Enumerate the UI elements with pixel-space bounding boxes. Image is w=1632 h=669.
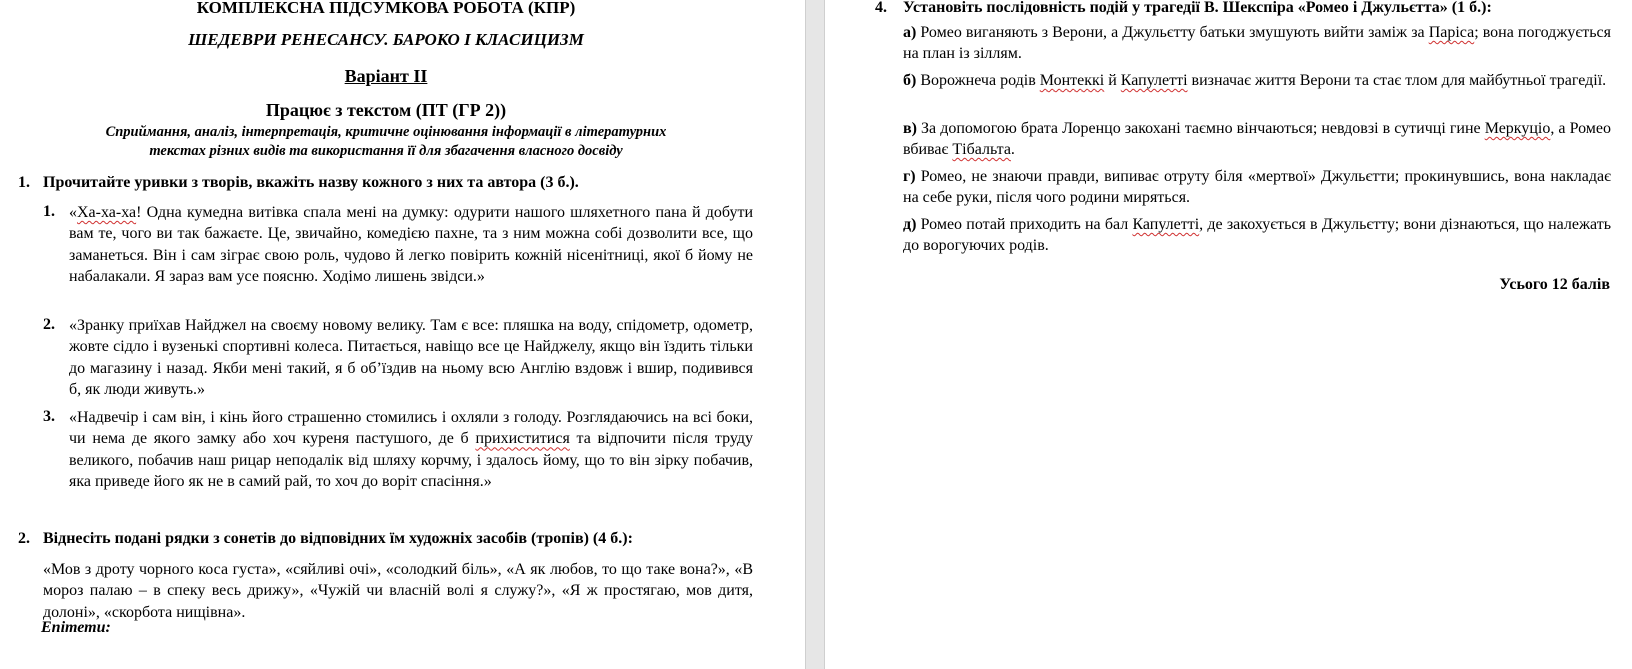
- q1-text: Прочитайте уривки з творів, вкажіть назву кожного з них та автора (3 б.).: [43, 174, 579, 191]
- page-gap: [805, 0, 825, 669]
- q4-option-v-mid: , а Ромео вбиває: [903, 120, 1611, 158]
- q1-item2-number: 2.: [43, 316, 55, 333]
- q4-option-a-flagged-word: Паріса: [1428, 24, 1475, 41]
- q4-option-a-before: Ромео виганяють з Верони, а Джульєтту батьки змушують вийти заміж за: [916, 24, 1429, 41]
- q4-option-b-before: Ворожнеча родів: [916, 72, 1040, 89]
- q4-option-a-letter: а): [903, 24, 917, 41]
- q1-item2-text: «Зранку приїхав Найджел на своєму новому велику. Там є все: пляшка на воду, спідометр, одометр, жовте сідло і вузенькі спортивні колеса. Питається, навіщо все це Найджелу, якщо він їздить тільки до магазину і назад. Якби мені такий, я б об’їздив на ньому всю Англію вздовж і вшир, подивився б, як люди живуть.»: [69, 317, 753, 399]
- q2-text: Віднесіть подані рядки з сонетів до відповідних їм художніх засобів (тропів) (4 б.):: [43, 530, 633, 547]
- q4-option-g-text: Ромео, не знаючи правди, випиває отруту біля «мертвої» Джульєтти; прокинувшись, вона накладає на себе руки, після чого родини миряться.: [903, 168, 1611, 206]
- description-line-1: Сприймання, аналіз, інтерпретація, критичне оцінювання інформації в літературних: [105, 124, 667, 140]
- description-line-2: текстах різних видів та використання її для збагачення власного досвіду: [149, 143, 623, 159]
- q1-item3-text: [69, 407, 753, 493]
- q4-option-a-after: ; вона погоджується на план із зіллям.: [903, 24, 1611, 62]
- q4-option-d-flagged-word: Капулетті: [1132, 216, 1200, 233]
- q4-option-v-before: За допомогою брата Лоренцо закохані таємно вінчаються; невдовзі в сутичці гине: [916, 120, 1485, 137]
- q4-option-b-letter: б): [903, 72, 917, 89]
- q4-option-v-flagged-word-1: Меркуціо: [1484, 120, 1551, 137]
- doc-title: КОМПЛЕКСНА ПІДСУМКОВА РОБОТА (КПР): [196, 0, 576, 17]
- q1-item1-open-quote: «: [69, 204, 77, 221]
- q4-option-d-letter: д): [903, 216, 917, 233]
- q4-option-g: [903, 166, 1611, 208]
- q1-item3-flagged-word: прихиститися: [475, 430, 570, 448]
- q4-option-g-letter: г): [903, 168, 916, 185]
- q4-option-v: [903, 118, 1611, 160]
- q2-number: 2.: [18, 530, 30, 547]
- variant-heading: Варіант ІІ: [344, 66, 428, 86]
- q4-number: 4.: [875, 0, 887, 16]
- page-edge-left: [805, 0, 806, 669]
- q4-option-v-letter: в): [903, 120, 917, 137]
- q2-lines: «Мов з дроту чорного коса густа», «сяйливі очі», «солодкий біль», «А як любов, то що таке вона?», «В мороз палаю – в спеку весь дрижу», «Чужій чи власній волі я служу?», «Я ж простягаю, мов дитя, долоні», «скорбота нищівна».: [43, 561, 753, 621]
- q4-option-v-after: .: [1010, 141, 1015, 158]
- q1-number: 1.: [18, 174, 30, 191]
- q2-epithets-label: Епітети:: [41, 619, 111, 636]
- q4-option-d: [903, 214, 1611, 256]
- q1-item1-flagged-word: Ха-ха-ха: [77, 204, 137, 221]
- q4-text: Установіть послідовність подій у трагедії В. Шекспіра «Ромео і Джульєтта» (1 б.):: [903, 0, 1492, 16]
- q4-option-b-flagged-word-2: Капулетті: [1120, 72, 1188, 89]
- q4-option-v-flagged-word-2: Тібальта: [952, 141, 1011, 158]
- q4-option-d-before: Ромео потай приходить на бал: [916, 216, 1133, 233]
- q4-option-b-after: визначає життя Верони та стає тлом для майбутньої трагедії.: [1187, 72, 1607, 89]
- total-score: Усього 12 балів: [1499, 276, 1610, 293]
- q1-item1-body: ! Одна кумедна витівка спала мені на думку: одурити нашого шляхетного пана й добути вам те, чого ви так бажаєте. Це, звичайно, комедією пахне, та з ним можна собі дозволити все, що заманеться. Він і сам зіграє свою роль, чудово й легко повірить кожній нісенітниці, якої б йому не набалакали. Я зараз вам усе поясню. Ходімо лишень звідси.»: [69, 204, 753, 286]
- section-description: [0, 123, 772, 161]
- q1-item1-number: 1.: [43, 203, 55, 220]
- q1-item3-after: та відпочити після труду великого, побачив наш рицар неподалік від шляху корчму, і здалось йому, що то він зірку побачив, яка приведе його як не в самий рай, то хоч до воріт спасіння.»: [69, 430, 753, 491]
- q4-option-b: [903, 70, 1611, 91]
- q4-option-b-flagged-word-1: Монтеккі: [1039, 72, 1105, 89]
- q1-item3-number: 3.: [43, 408, 55, 425]
- doc-subtitle: ШЕДЕВРИ РЕНЕСАНСУ. БАРОКО І КЛАСИЦИЗМ: [188, 30, 584, 49]
- q1-item1-text: [69, 202, 753, 288]
- page-right: [825, 0, 1632, 669]
- section-heading: Працює з текстом (ПТ (ГР 2)): [265, 100, 507, 120]
- q4-option-b-mid: й: [1104, 72, 1121, 89]
- q4-option-a: [903, 22, 1611, 64]
- q1-item3-before: «Надвечір і сам він, і кінь його страшенно стомились і охляли з голоду. Розглядаючись на всі боки, чи нема де якого замку або хоч куреня пастушого, де б: [69, 409, 753, 448]
- q4-option-d-after: , де закохується в Джульєтту; вони дізнаються, що належать до ворогуючих родів.: [903, 216, 1611, 254]
